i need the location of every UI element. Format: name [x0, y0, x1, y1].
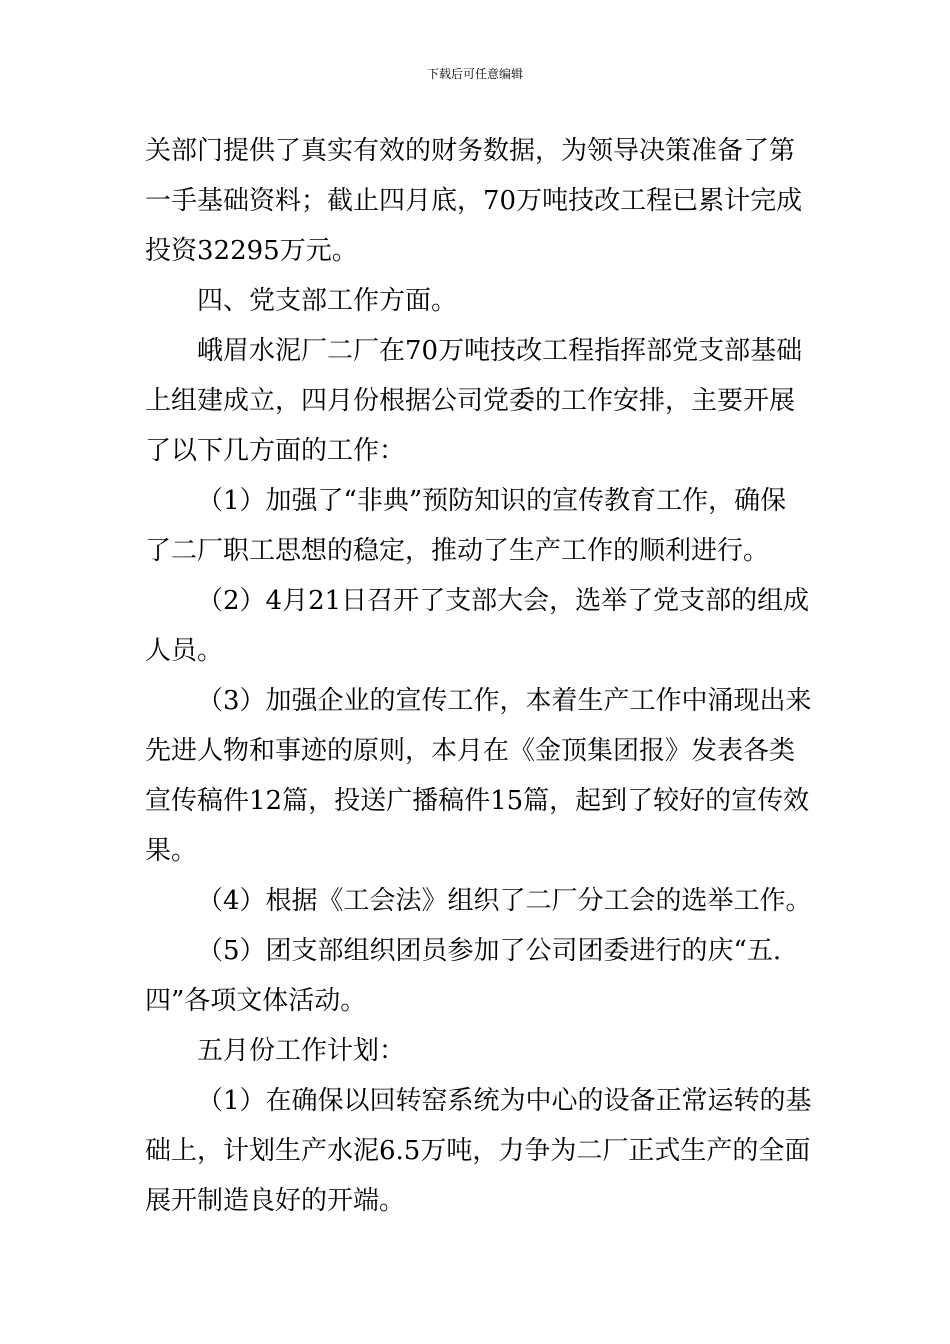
text-line: 投资32295万元。: [145, 236, 358, 266]
list-item: （3）加强企业的宣传工作，本着生产工作中涌现出来: [197, 686, 812, 716]
text-line: 四”各项文体活动。: [145, 986, 367, 1016]
text-line: 关部门提供了真实有效的财务数据，为领导决策准备了第: [145, 136, 796, 166]
text-line: 果。: [145, 836, 198, 866]
text-line: 先进人物和事迹的原则，本月在《金顶集团报》发表各类: [145, 736, 796, 766]
list-item: （1）在确保以回转窑系统为中心的设备正常运转的基: [197, 1086, 812, 1116]
list-item: （2）4月21日召开了支部大会，选举了党支部的组成: [197, 586, 810, 616]
text-line: 了二厂职工思想的稳定，推动了生产工作的顺利进行。: [145, 536, 770, 566]
text-line: 展开制造良好的开端。: [145, 1186, 406, 1216]
text-line: 上组建成立，四月份根据公司党委的工作安排，主要开展: [145, 386, 796, 416]
text-line: 了以下几方面的工作：: [145, 436, 406, 466]
text-line: 人员。: [145, 636, 224, 666]
page-header: 下载后可任意编辑: [426, 67, 523, 81]
text-line: 峨眉水泥厂二厂在70万吨技改工程指挥部党支部基础: [197, 336, 803, 366]
section-heading: 四、党支部工作方面。: [197, 286, 458, 316]
text-line: 础上，计划生产水泥6.5万吨，力争为二厂正式生产的全面: [145, 1136, 811, 1166]
list-item: （5）团支部组织团员参加了公司团委进行的庆“五.: [197, 936, 782, 966]
text-line: 宣传稿件12篇，投送广播稿件15篇，起到了较好的宣传效: [145, 786, 810, 816]
section-heading: 五月份工作计划：: [197, 1036, 406, 1066]
list-item: （1）加强了“非典”预防知识的宣传教育工作，确保: [197, 486, 787, 516]
text-line: 一手基础资料；截止四月底，70万吨技改工程已累计完成: [145, 186, 803, 216]
list-item: （4）根据《工会法》组织了二厂分工会的选举工作。: [197, 886, 812, 916]
